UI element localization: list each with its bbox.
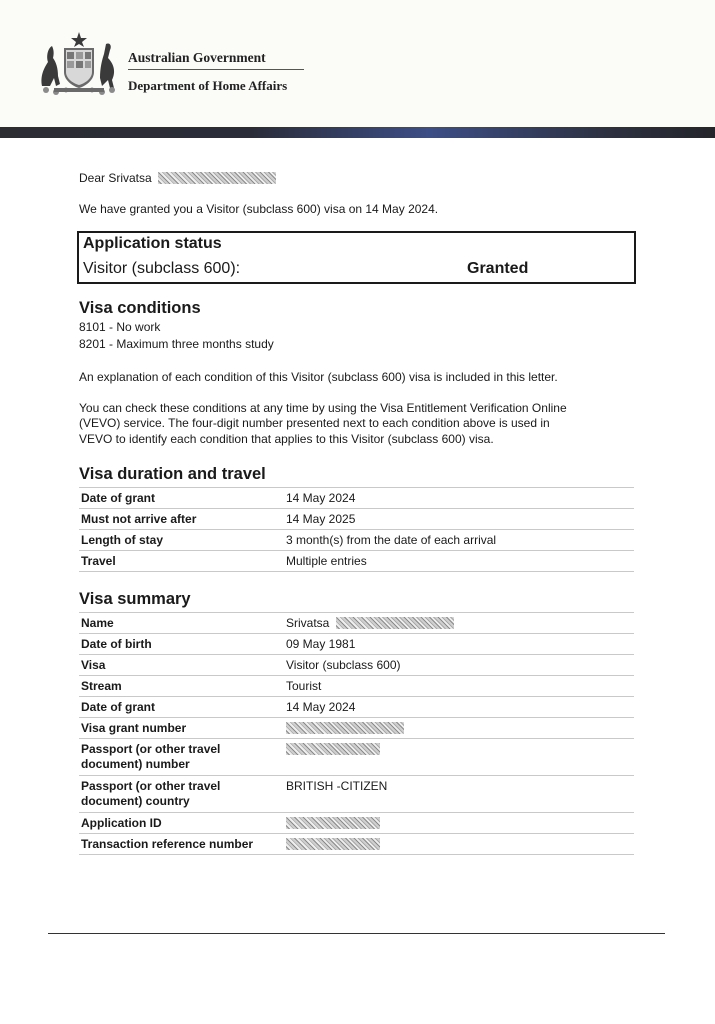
row-label xyxy=(81,779,281,809)
conditions-explanation: An explanation of each condition of this Visitor (subclass 600) visa is included in this letter. xyxy=(79,370,558,384)
row-label: Date of birth xyxy=(81,637,152,651)
row-value: Tourist xyxy=(286,679,322,693)
row-value: BRITISH -CITIZEN xyxy=(286,779,388,793)
grant-intro: We have granted you a Visitor (subclass 600) visa on 14 May 2024. xyxy=(79,202,439,216)
header-band xyxy=(0,127,715,138)
row-value: 14 May 2025 xyxy=(286,512,356,526)
status-label: Visitor (subclass 600): xyxy=(83,260,241,277)
redacted-surname xyxy=(336,617,454,629)
redacted-application-id xyxy=(286,817,380,829)
row-label: Visa grant number xyxy=(81,721,187,735)
salutation-text: Dear Srivatsa xyxy=(79,171,152,185)
status-value: Granted xyxy=(467,260,529,277)
row-label: Visa xyxy=(81,658,106,672)
header-divider xyxy=(128,69,304,70)
row-label xyxy=(81,742,281,772)
table-row xyxy=(79,551,634,572)
row-label-line: document) country xyxy=(81,794,190,808)
table-row xyxy=(79,530,634,551)
government-name: Australian Government xyxy=(128,50,266,65)
row-label: Transaction reference number xyxy=(81,837,254,851)
table-row xyxy=(79,655,634,676)
row-value: Visitor (subclass 600) xyxy=(286,658,401,672)
table-row xyxy=(79,676,634,697)
visa-summary-heading: Visa summary xyxy=(79,590,191,608)
row-value: 14 May 2024 xyxy=(286,491,356,505)
row-value: Multiple entries xyxy=(286,554,367,568)
row-label: Travel xyxy=(81,554,116,568)
row-label: Length of stay xyxy=(81,533,164,547)
condition-item: 8201 - Maximum three months study xyxy=(79,337,274,351)
redacted-surname xyxy=(158,172,276,184)
given-name: Srivatsa xyxy=(286,616,330,630)
visa-summary-table xyxy=(79,612,634,855)
table-row xyxy=(79,739,634,776)
table-row xyxy=(79,509,634,530)
table-row xyxy=(79,834,634,855)
row-label: Date of grant xyxy=(81,700,156,714)
vevo-paragraph-line: VEVO to identify each condition that applies to this Visitor (subclass 600) visa. xyxy=(79,432,494,446)
vevo-paragraph-line: You can check these conditions at any time by using the Visa Entitlement Verification Online xyxy=(79,401,567,415)
row-label-line: Passport (or other travel xyxy=(81,742,221,756)
visa-duration-table xyxy=(79,487,634,572)
row-value xyxy=(286,742,380,757)
table-row xyxy=(79,718,634,739)
row-label: Date of grant xyxy=(81,491,156,505)
letterhead xyxy=(0,0,715,128)
row-label: Application ID xyxy=(81,816,162,830)
redacted-passport-number xyxy=(286,743,380,755)
table-row xyxy=(79,488,634,509)
row-value: 3 month(s) from the date of each arrival xyxy=(286,533,497,547)
redacted-transaction-reference xyxy=(286,838,380,850)
row-value xyxy=(286,816,380,831)
table-row xyxy=(79,613,634,634)
visa-conditions-heading: Visa conditions xyxy=(79,299,201,317)
visa-duration-heading: Visa duration and travel xyxy=(79,465,266,483)
row-value: 14 May 2024 xyxy=(286,700,356,714)
row-label-line: Passport (or other travel xyxy=(81,779,221,793)
coat-of-arms-icon xyxy=(36,28,122,98)
footer-divider xyxy=(48,933,665,934)
table-row xyxy=(79,813,634,834)
row-value xyxy=(286,616,454,631)
application-status-box xyxy=(77,231,636,284)
row-label: Name xyxy=(81,616,114,630)
redacted-grant-number xyxy=(286,722,404,734)
row-label-line: document) number xyxy=(81,757,190,771)
table-row xyxy=(79,776,634,813)
row-value xyxy=(286,837,380,852)
table-row xyxy=(79,634,634,655)
table-row xyxy=(79,697,634,718)
row-label: Must not arrive after xyxy=(81,512,197,526)
status-title: Application status xyxy=(83,235,222,252)
condition-item: 8101 - No work xyxy=(79,320,161,334)
row-value xyxy=(286,721,404,736)
row-label: Stream xyxy=(81,679,122,693)
row-value: 09 May 1981 xyxy=(286,637,356,651)
salutation xyxy=(79,171,276,186)
department-name: Department of Home Affairs xyxy=(128,78,288,93)
vevo-paragraph-line: (VEVO) service. The four-digit number presented next to each condition above is used in xyxy=(79,416,550,430)
